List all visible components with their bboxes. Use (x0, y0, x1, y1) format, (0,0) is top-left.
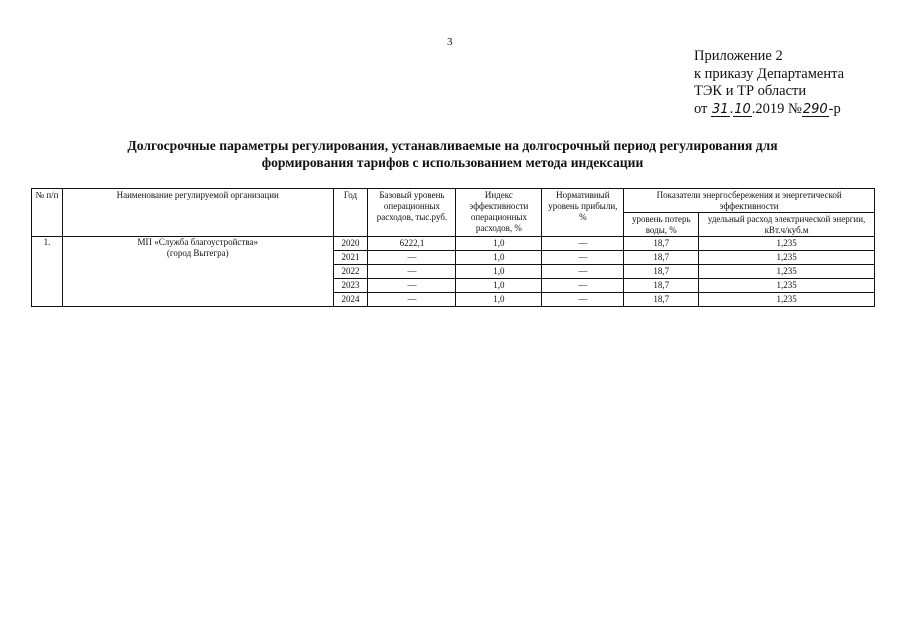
header-water-loss: уровень потерь воды, % (624, 213, 699, 237)
order-suffix: -р (828, 100, 841, 117)
cell-energy: 1,235 (699, 293, 875, 307)
cell-base: 6222,1 (368, 237, 456, 251)
date-year: .2019 № (751, 100, 802, 117)
appendix-date-line (694, 101, 844, 119)
cell-year: 2022 (333, 265, 368, 279)
title-line-2: формирования тарифов с использованием метода индексации (261, 155, 644, 170)
cell-profit: — (542, 251, 624, 265)
cell-index: 1,0 (456, 293, 542, 307)
cell-index: 1,0 (456, 265, 542, 279)
cell-profit: — (542, 265, 624, 279)
cell-base: — (368, 251, 456, 265)
header-num: № п/п (32, 189, 63, 237)
header-electricity: удельный расход электрической энергии, кВт.ч/куб.м (699, 213, 875, 237)
header-year: Год (333, 189, 368, 237)
cell-profit: — (542, 293, 624, 307)
cell-year: 2024 (333, 293, 368, 307)
header-org: Наименование регулируемой организации (62, 189, 333, 237)
cell-profit: — (542, 237, 624, 251)
org-cell (62, 237, 333, 307)
title-line-1: Долгосрочные параметры регулирования, устанавливаемые на долгосрочный период регулирования для (127, 138, 778, 153)
cell-energy: 1,235 (699, 265, 875, 279)
date-prefix: от (694, 100, 708, 117)
table-row (32, 237, 875, 251)
org-number: 1. (32, 237, 63, 307)
cell-energy: 1,235 (699, 237, 875, 251)
date-month: 10 (734, 101, 751, 117)
cell-year: 2023 (333, 279, 368, 293)
header-energy-group: Показатели энергосбережения и энергетической эффективности (624, 189, 875, 213)
appendix-block (694, 48, 844, 118)
cell-year: 2021 (333, 251, 368, 265)
cell-loss: 18,7 (624, 265, 699, 279)
date-separator: . (729, 100, 734, 117)
appendix-title: Приложение 2 (694, 48, 783, 64)
cell-base: — (368, 279, 456, 293)
org-name: МП «Служба благоустройства» (137, 237, 258, 247)
cell-index: 1,0 (456, 279, 542, 293)
cell-base: — (368, 265, 456, 279)
cell-loss: 18,7 (624, 251, 699, 265)
cell-loss: 18,7 (624, 237, 699, 251)
header-base-level: Базовый уровень операционных расходов, тыс.руб. (368, 189, 456, 237)
cell-index: 1,0 (456, 251, 542, 265)
parameters-table (31, 188, 875, 307)
cell-index: 1,0 (456, 237, 542, 251)
appendix-order-ref: к приказу Департамента (694, 65, 845, 82)
org-city: (город Вытегра) (166, 248, 229, 258)
appendix-department: ТЭК и ТР области (694, 83, 807, 99)
header-profit-level: Нормативный уровень прибыли, % (542, 189, 624, 237)
cell-energy: 1,235 (699, 251, 875, 265)
cell-loss: 18,7 (624, 293, 699, 307)
cell-profit: — (542, 279, 624, 293)
cell-energy: 1,235 (699, 279, 875, 293)
cell-base: — (368, 293, 456, 307)
cell-loss: 18,7 (624, 279, 699, 293)
header-efficiency-index: Индекс эффективности операционных расходов, % (456, 189, 542, 237)
cell-year: 2020 (333, 237, 368, 251)
date-day: 31 (712, 101, 729, 117)
page-number: 3 (447, 36, 453, 48)
document-title (60, 137, 845, 171)
order-number: 290 (802, 101, 828, 117)
